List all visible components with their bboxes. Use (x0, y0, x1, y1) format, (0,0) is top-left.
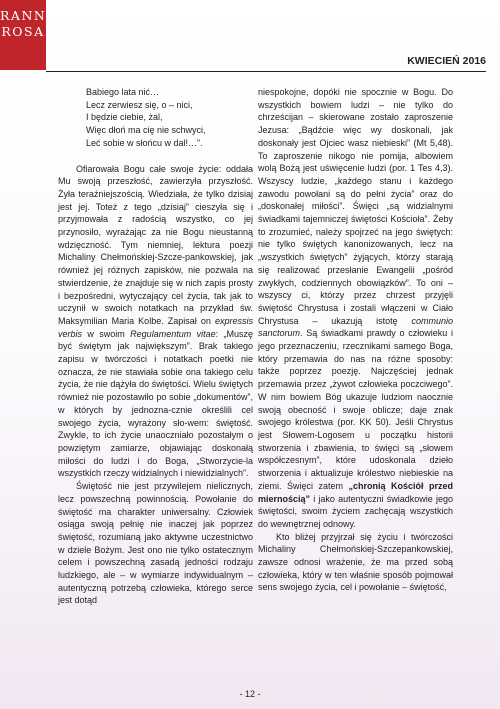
text-run-italic: expressis verbis (58, 315, 253, 339)
paragraph: Kto bliżej przyjrzał się życiu i twórczości Michaliny Chełmońskiej-Szczepankowskiej, zawsze odnosi wrażenie, że ma przed sobą człowieka, który w ten właśnie sposób pojmował sens swojego życia, cel i powołanie – świętość, (258, 531, 453, 593)
text-run: : „Muszę być świętym jak największym”. Brak takiego zapisu w twórczości i notatkach poetki nie oznacza, że nie stawiała sobie ona takiego celu życia, że nie dążyła do świętości. Wielu świętych również nie pozostawiło po sobie „dokumentów”, w których by jednozna-cznie określili cel swojego życia, wyrażony sło-wem: świętość. Zwykle, to ich życie unaoczniało pozostałym o powziętym zamiarze, objawiając doskonałą miłości do ludzi i do Boga, „Stworzycie-la wszystkich rzeczy widzialnych i niewidzialnych”. (58, 328, 253, 479)
poem-line: Babiego lata nić… (86, 87, 160, 97)
issue-date: KWIECIEŃ 2016 (407, 55, 486, 67)
paragraph (58, 163, 253, 481)
text-run-italic: communio sanctorum (258, 315, 453, 339)
text-run: . Są świadkami prawdy o człowieku i jego przeznaczeniu, rzecznikami samego Boga, który przemawia do nas na różne sposoby: także poprzez poezję. Najczęściej jednak przemawia przez „żywot człowieka poczciwego”. W nim bowiem Bóg ukazuje ludziom naocznie swoją obecność i swoje oblicze; daje znak swojego królestwa (por. KK 50). Jeśli Chrystus jest Słowem-Logosem u początku historii stworzenia i zbawienia, to święci są „słowem współczesnym”, które udoskonala dzieło stworzenia i aktualizuje królestwo niebieskie na ziemi. Święci zatem (258, 328, 453, 491)
poem-line: Lecz zerwiesz się, o – nici, (86, 99, 193, 110)
text-run: i jako autentyczni świadkowie jego świętości, swoim życiem zachęcają wszystkich do wewnętrznej odnowy. (258, 493, 453, 529)
logo-line-2: ROSA (1, 24, 45, 39)
text-run: niespokojne, dopóki nie spocznie w Bogu. Do wszystkich bowiem ludzi – nie tylko do chrześcijan – skierowane zostało zaproszenie Jezusa: „Bądźcie więc wy doskonali, jak doskonały jest Ojciec wasz niebieski” (Mt 5,48). To zaproszenie nikogo nie pomija, albowiem wolą Bożą jest uświęcenie ludzi (por. 1 Tes 4,3). Wszyscy ludzie, „każdego stanu i każdego zawodu powołani są do pełni życia” oraz do „doskonałej miłości”. Święci „są widzialnymi świadkami tajemniczej świętości Kościoła”. Żeby to zrozumieć, należy spojrzeć na jego świętych: nie tylko świętych kanonizowanych, lecz na „wszystkich świętych” żyjących, którzy starają się realizować przesłanie Ewangelii „pośród zwykłych, codziennych obowiązków”. To oni – wszyscy ci, którzy przez chrzest przyjęli świętość Chrystusa i zostali włączeni w Ciało Chrystusa – ukazują istotę (258, 87, 453, 326)
paragraph: Świętość nie jest przywilejem nielicznych, lecz powszechną powinnością. Powołanie do świętość ma charakter uniwersalny. Człowiek osiąga swoją pełnię nie inaczej jak poprzez świętość, rozumianą jako aktywne uczestnictwo w dziele Bożym. Jest ono nie tylko ostatecznym celem i powszechną zasadą jedności rodzaju ludzkiego, ale – w wymiarze indywidualnym – autentyczną potrzebą człowieka, którego serce jest dotąd (58, 481, 253, 606)
text-run: Ofiarowała Bogu całe swoje życie: oddała Mu swoją przeszłość, zawierzyła przyszłość. Żyła teraźniejszością. Wiedziała, że tylko dzisiaj jest jej. Toteż z tego „dzisiaj” cieszyła się i przyjmowała z radością wszystko, co jej przynosiło, wyrażając za nie Bogu nieustanną wdzięczność. Tym niemniej, lektura poezji Michaliny Chełmońskiej-Szcze-pankowskiej, jak również jej różnych zapisków, nie pozwala na stwierdzenie, że znajduje się w nich zapis prosty i bezpośredni, wytyczający cel życia, tak jak to uczynił w swoich notatkach na przykład św. Maksymilian Maria Kolbe. Zapisał on (58, 163, 253, 326)
left-column (58, 86, 253, 607)
logo-line-1: RANNA (0, 8, 57, 23)
text-run-bold: „chronią Kościół przed miernością” (258, 480, 453, 504)
paragraph (258, 86, 453, 531)
page-number: - 12 - (239, 689, 261, 699)
poem-excerpt (58, 86, 253, 150)
magazine-logo (0, 0, 57, 70)
header-rule (46, 71, 486, 72)
text-run: w swoim (82, 328, 131, 339)
poem-line: Leć sobie w słońcu w dal!…”. (86, 137, 203, 148)
poem-line: I będzie ciebie, żal, (86, 112, 163, 123)
text-run-italic: Regulamentum vitae (130, 328, 216, 339)
poem-line: Więc dłoń ma cię nie schwyci, (86, 125, 206, 136)
right-column (258, 86, 453, 594)
